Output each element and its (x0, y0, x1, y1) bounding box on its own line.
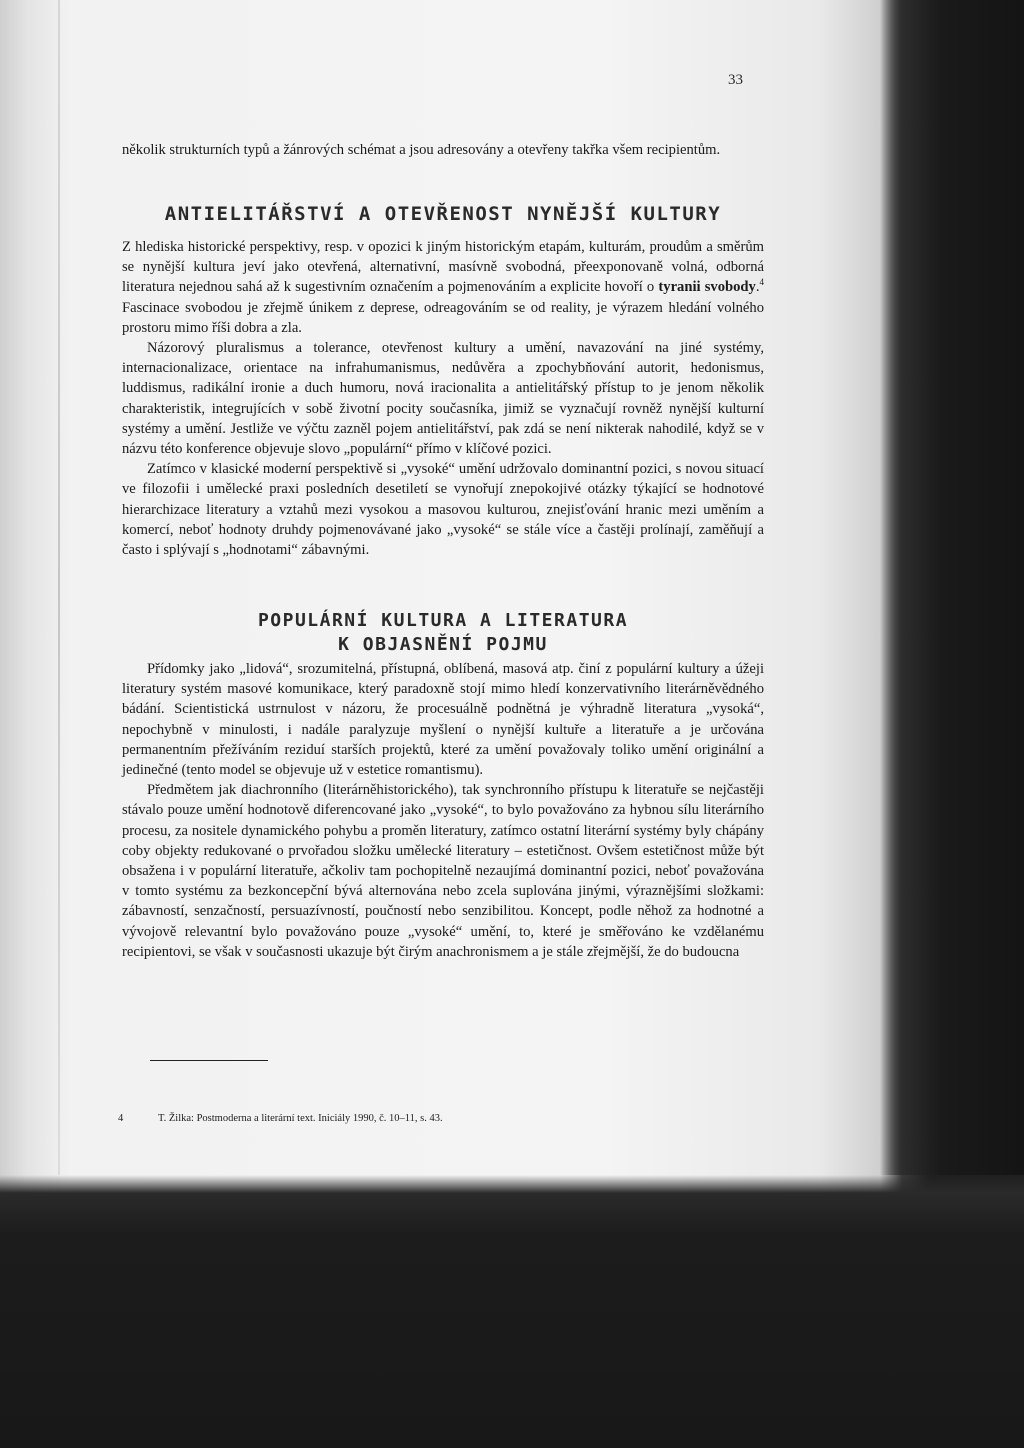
section2-body (122, 659, 764, 962)
bold-term: tyranii svobody (658, 279, 756, 296)
binding-shadow (58, 0, 60, 1175)
right-page-shadow (880, 0, 1024, 1175)
section2-paragraph-2: Předmětem jak diachronního (literárněhistorického), tak synchronního přístupu k literatuře se nejčastěji stávalo pouze umění hodnotově diferencované jako „vysoké“, to bylo považováno za hybnou sílu literárního procesu, za nositele dynamického pohybu a proměn literatury, zatímco ostatní literární systémy byly chápány coby objekty redukované o prvořadou složku umělecké literatury – estetičnost. Ovšem estetičnost může být obsažena i v populární literatuře, ačkoliv tam pochopitelně nezaujímá dominantní pozici, neboť považována v tomto systému za bezkoncepční bývá alternována nebo zcela suplována jinými, výraznějšími složkami: zábavností, senzačností, persuazívností, poučností nebo senzibilitou. Koncept, podle něhož za hodnotné a vývojově relevantní bylo považováno pouze „vysoké“ umění, to, které je směřováno ke vzdělanému recipientovi, se však v současnosti ukazuje být čirým anachronismem a je stále zřejmější, že do budoucna (122, 782, 764, 960)
heading-line-1: POPULÁRNÍ KULTURA A LITERATURA (257, 610, 629, 631)
footnote (118, 1113, 718, 1124)
section1-paragraph-2: Názorový pluralismus a tolerance, otevřenost kultury a umění, navazování na jiné systémy, internacionalizace, orientace na infrahumanismus, nedůvěra a zpochybňování autorit, hedonismus, luddismus, radikální ironie a duch humoru, nová iracionalita a antielitářský přístup to je jenom několik charakteristik, integrujících v sobě životní pocity současníka, jimiž se vyznačují rovněž nynější kulturní systémy a umění. Jestliže ve výčtu zazněl pojem antielitářství, pak zdá se není nikterak nahodilé, když se v názvu této konference objevuje slovo „populární“ přímo v klíčové pozici. (122, 340, 764, 458)
paragraph-text: Z hlediska historické perspektivy, resp. v opozici k jiným historickým etapám, kulturám, proudům a směrům se nynější kultura jeví jako otevřená, alternativní, masívně svobodná, přeexponovaně volná, odborná literatura nejednou sahá až k sugestivním označením a pojmenováním a explicite hovoří o (122, 239, 764, 296)
section2-paragraph-1: Přídomky jako „lidová“, srozumitelná, přístupná, oblíbená, masová atp. činí z populární kultury a úžeji literatury systém masové komunikace, který paradoxně stojí mimo hledí konzervativního literárněvědného bádání. Scientistická ustrnulost v názoru, že procesuálně podnětná je výhradně literatura „vysoká“, nepochybně v minulosti, i nadále paralyzuje myšlení o nynější kultuře a literatuře a je určována permanentním přežíváním reziduí starších projektů, které za umění považovaly toliko umění originální a jedinečné (tento model se objevuje už v estetice romantismu). (122, 661, 764, 779)
bottom-page-shadow (0, 1175, 1024, 1448)
footnote-text: T. Žilka: Postmoderna a literární text. Iniciály 1990, č. 10–11, s. 43. (158, 1113, 443, 1124)
section-heading-antielitarstvi: ANTIELITÁŘSTVÍ A OTEVŘENOST NYNĚJŠÍ KULTURY (164, 203, 722, 225)
heading-line-2: K OBJASNĚNÍ POJMU (338, 634, 548, 655)
footnote-ref: 4 (759, 277, 764, 288)
page-number: 33 (728, 72, 743, 88)
footnote-number: 4 (118, 1113, 124, 1124)
section-heading-popularni-kultura (122, 609, 764, 657)
footnote-divider (150, 1060, 268, 1061)
section1-paragraph-3: Zatímco v klasické moderní perspektivě si „vysoké“ umění udržovalo dominantní pozici, s novou situací ve filozofii i umělecké praxi posledních desetiletí se vynořují znepokojivé otázky týkající se hodnotové hierarchizace literatury a vztahů mezi vysokou a masovou kulturou, znejisťování hranic mezi uměním a komercí, neboť hodnoty druhdy pojmenovávané jako „vysoké“ se stále více a častěji prolínají, zaměňují a často i splývají s „hodnotami“ zábavnými. (122, 461, 764, 559)
intro-text: několik strukturních typů a žánrových schémat a jsou adresovány a otevřeny takřka všem recipientům. (122, 142, 721, 158)
section1-paragraph-1: Z hlediska historické perspektivy, resp. v opozici k jiným historickým etapám, kulturám, proudům a směrům se nynější kultura jeví jako otevřená, alternativní, masívně svobodná, přeexponovaně volná, odborná literatura nejednou sahá až k sugestivním označením a pojmenováním a explicite hovoří o tyranii svobody.$^4$ Fascinace svobodou je zřejmě únikem z deprese, odreagováním se od reality, je výrazem hledání volného prostoru mimo říši dobra a zla. (122, 239, 764, 336)
intro-paragraph (122, 140, 764, 160)
section1-body (122, 237, 764, 560)
paragraph-text: Fascinace svobodou je zřejmě únikem z deprese, odreagováním se od reality, je výrazem hledání volného prostoru mimo říši dobra a zla. (122, 299, 764, 336)
